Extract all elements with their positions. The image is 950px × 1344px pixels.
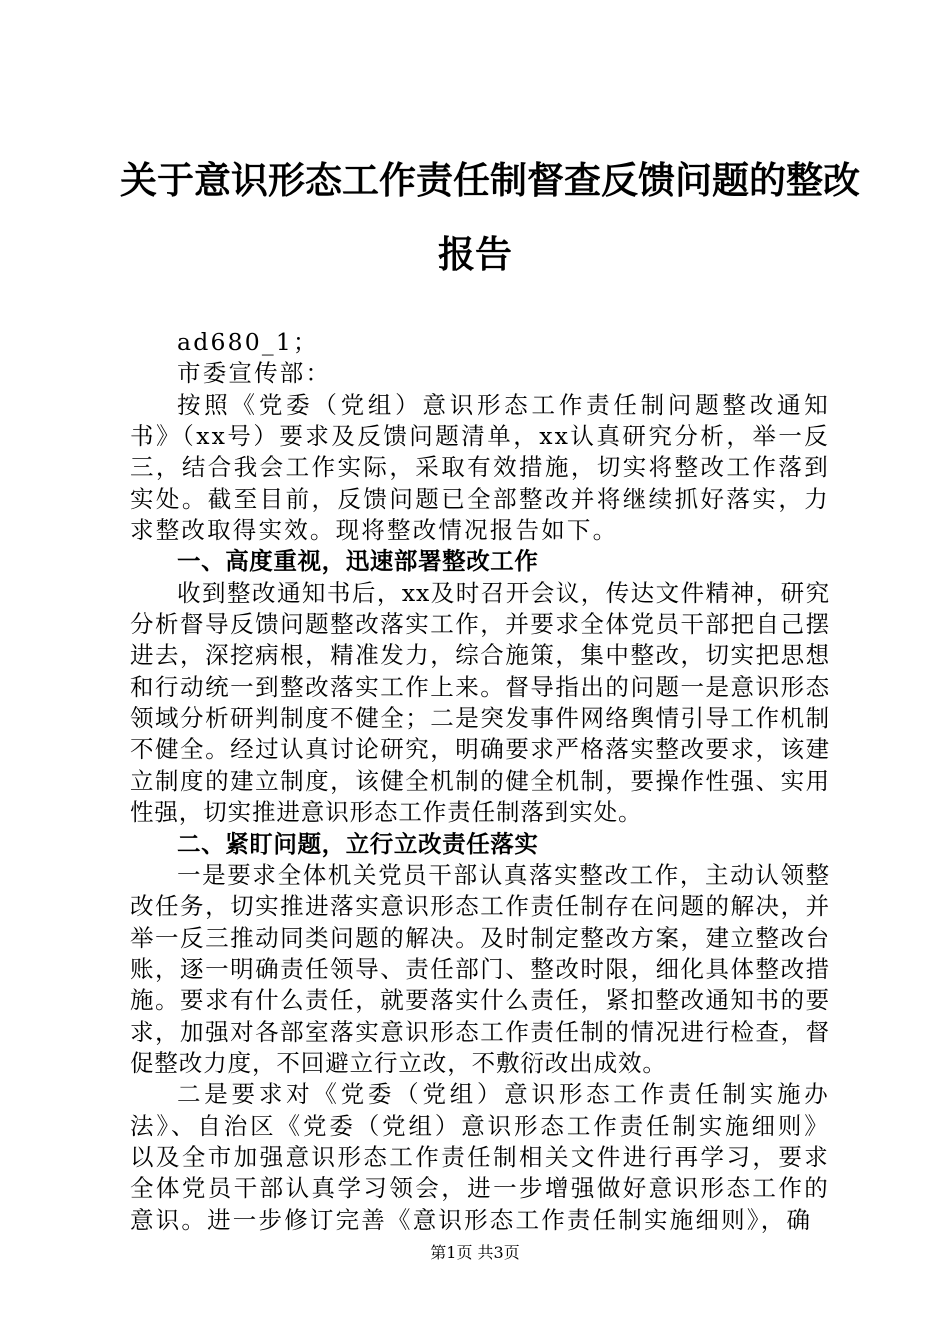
- salutation: 市委宣传部：: [177, 359, 332, 388]
- section-2-paragraph-1: 一是要求全体机关党员干部认真落实整改工作，主动认领整改任务，切实推进落实意识形态工作责任制存在问题的解决，并举一反三推动同类问题的解决。及时制定整改方案，建立整改台账，逐一明确责任领导、责任部门、整改时限，细化具体整改措施。要求有什么责任，就要落实什么责任，紧扣整改通知书的要求，加强对各部室落实意识形态工作责任制的情况进行检查，督促整改力度，不回避立行立改，不敷衍改出成效。: [130, 860, 830, 1077]
- document-title-line-1: 关于意识形态工作责任制督查反馈问题的整改: [120, 159, 860, 202]
- page-footer: 第1页 共3页: [430, 1243, 520, 1262]
- document-reference: ad680_1；: [177, 328, 319, 356]
- section-1-paragraph: 收到整改通知书后，xx及时召开会议，传达文件精神，研究分析督导反馈问题整改落实工作，并要求全体党员干部把自己摆进去，深挖病根，精准发力，综合施策，集中整改，切实把思想和行动统一到整改落实工作上来。督导指出的问题一是意识形态领域分析研判制度不健全；二是突发事件网络舆情引导工作机制不健全。经过认真讨论研究，明确要求严格落实整改要求，该建立制度的建立制度，该健全机制的健全机制，要操作性强、实用性强，切实推进意识形态工作责任制落到实处。: [130, 578, 830, 827]
- section-heading-2: 二、紧盯问题，立行立改责任落实: [177, 829, 539, 858]
- intro-paragraph: 按照《党委（党组）意识形态工作责任制问题整改通知书》（xx号）要求及反馈问题清单，xx认真研究分析，举一反三，结合我会工作实际，采取有效措施，切实将整改工作落到实处。截至目前，反馈问题已全部整改并将继续抓好落实，力求整改取得实效。现将整改情况报告如下。: [130, 390, 830, 545]
- section-heading-1: 一、高度重视，迅速部署整改工作: [177, 547, 539, 576]
- section-2-paragraph-2: 二是要求对《党委（党组）意识形态工作责任制实施办法》、自治区《党委（党组）意识形态工作责任制实施细则》以及全市加强意识形态工作责任制相关文件进行再学习，要求全体党员干部认真学习领会，进一步增强做好意识形态工作的意识。进一步修订完善《意识形态工作责任制实施细则》，确: [130, 1080, 830, 1234]
- document-body: [130, 327, 830, 1236]
- document-title-line-2: 报告: [438, 233, 512, 276]
